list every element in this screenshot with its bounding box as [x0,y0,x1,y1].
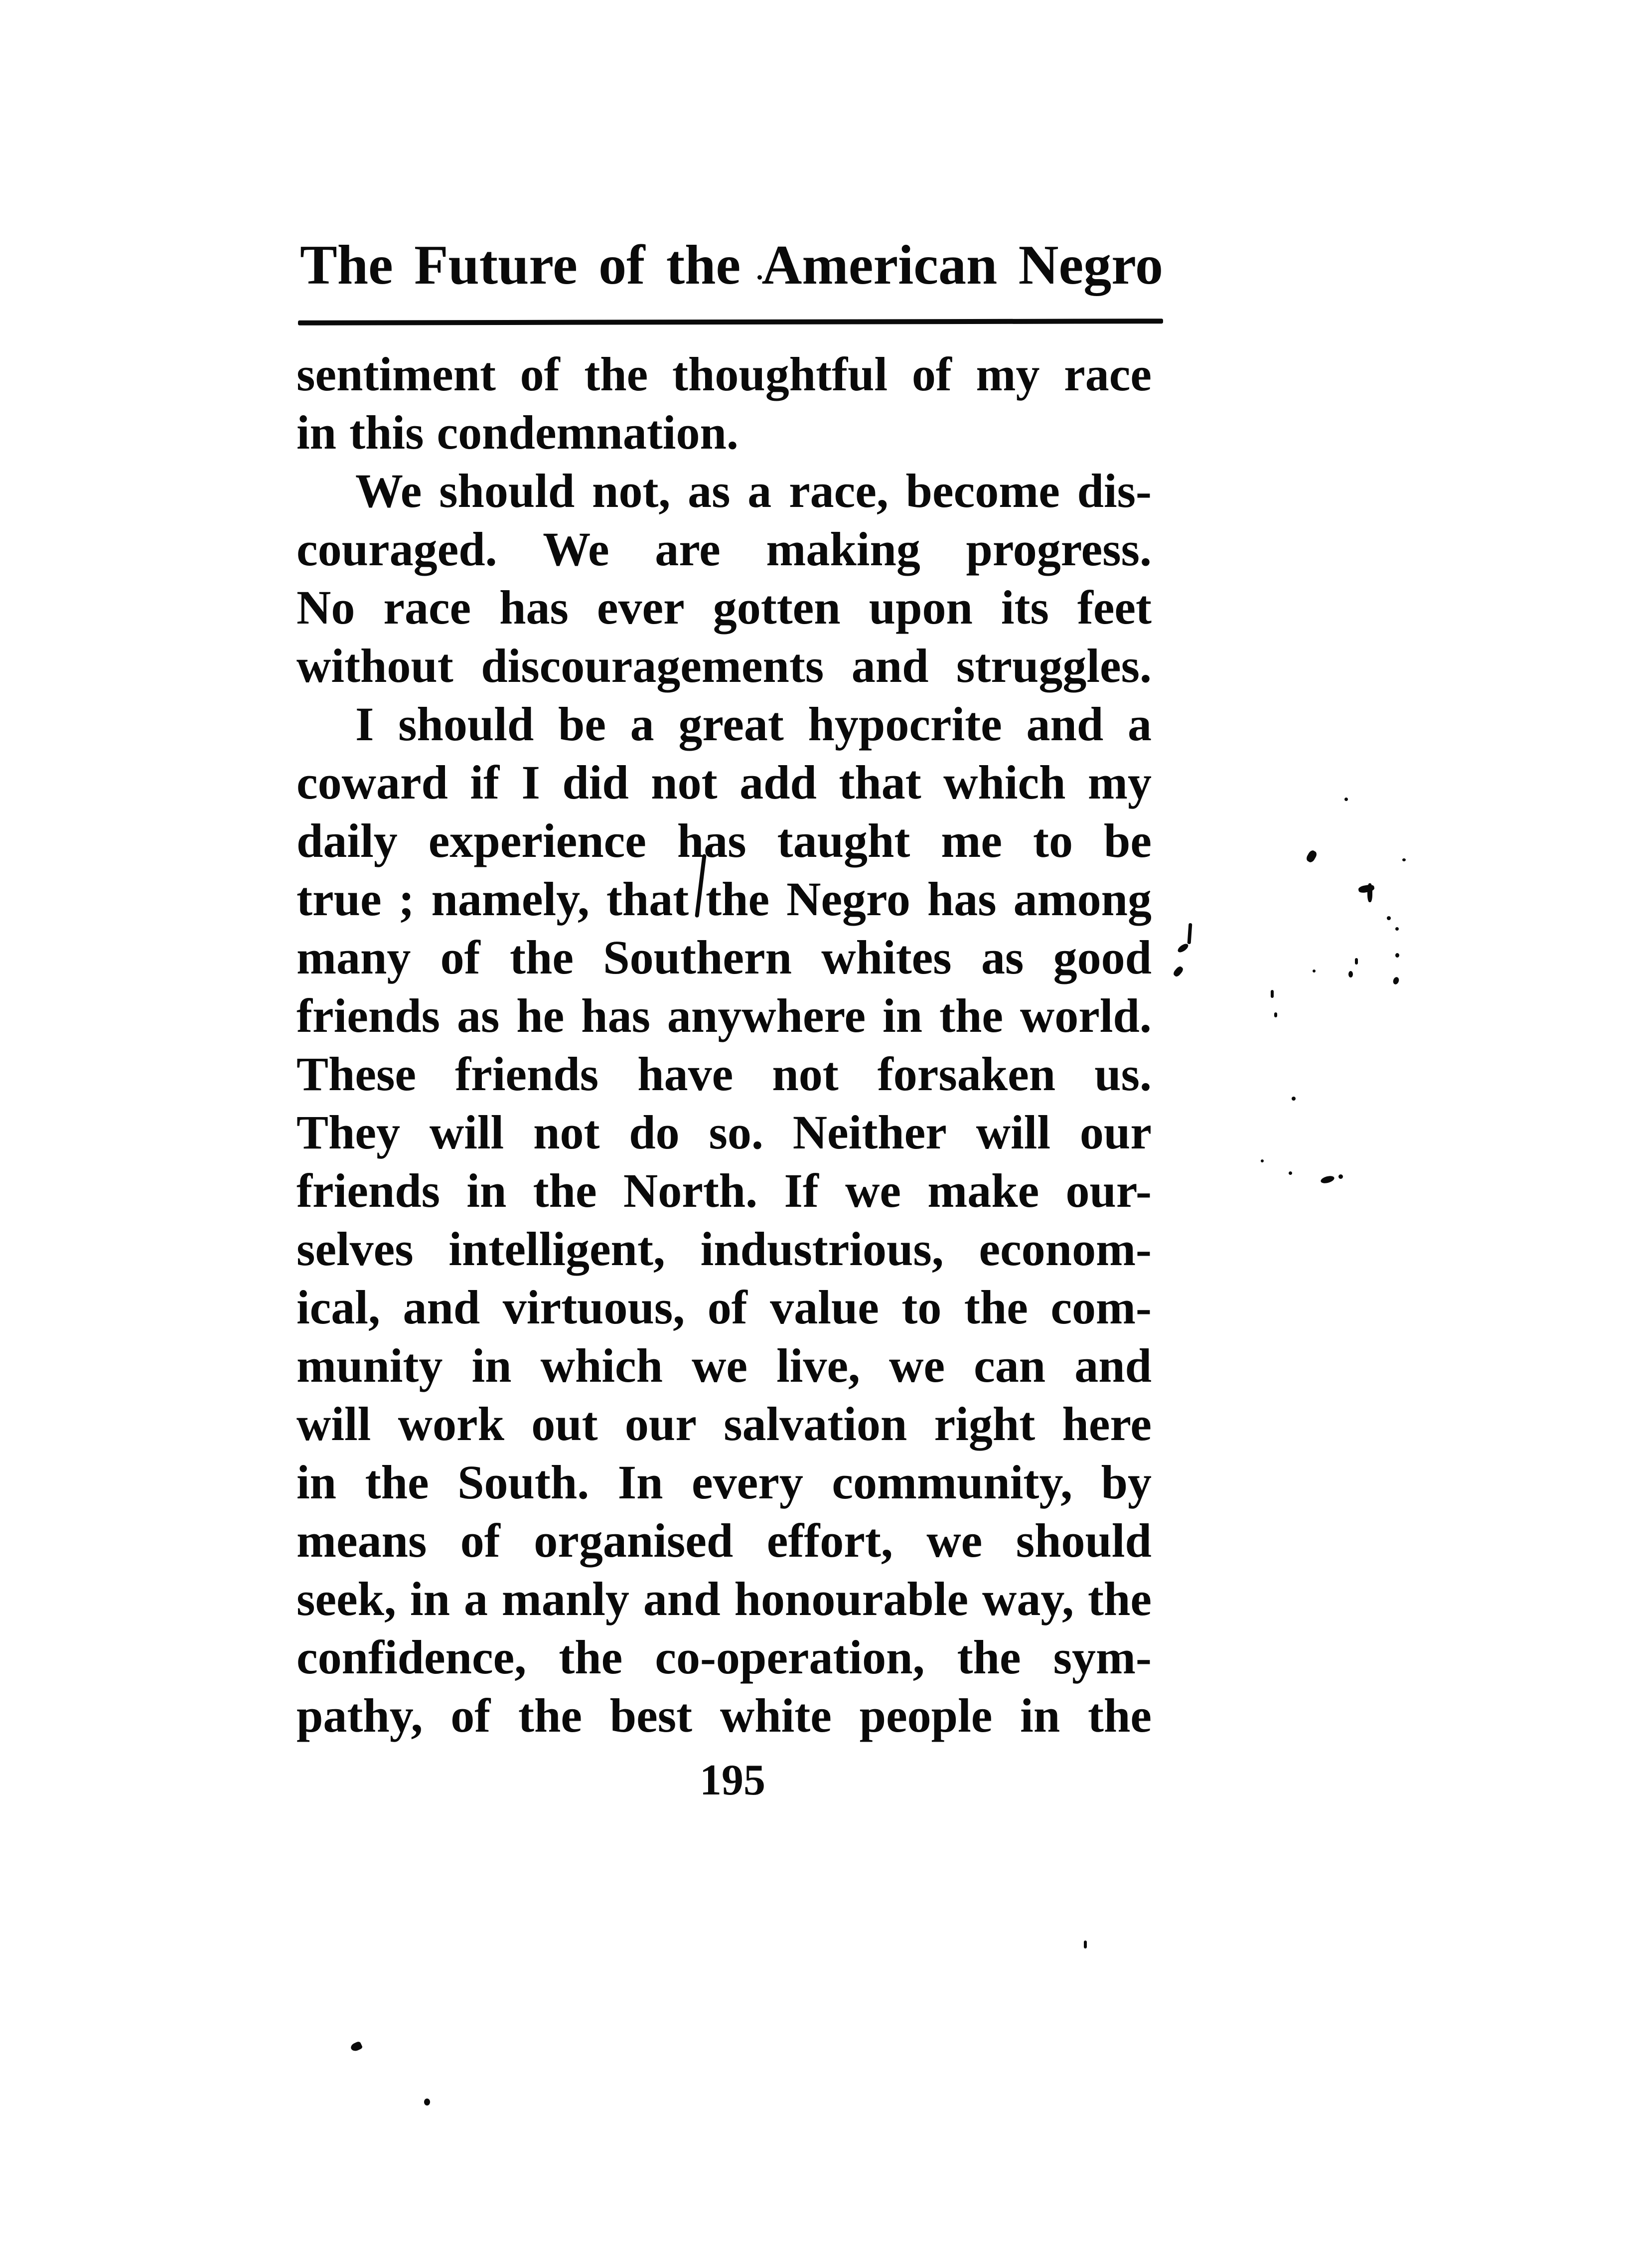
word: best [609,1689,693,1742]
word: will [296,1397,371,1451]
word: coward [296,756,448,809]
word: will [976,1106,1051,1159]
word: South. [457,1456,590,1509]
word: are [655,522,721,576]
ink-speck [1274,1012,1277,1017]
word: should [439,464,575,517]
text-line [296,1453,1152,1511]
word: of [707,1281,747,1334]
word: can [974,1339,1046,1392]
word: the [1088,1689,1152,1742]
word: we [692,1339,748,1392]
ink-speck [1402,858,1406,861]
word: the [706,872,770,926]
word: among [1013,872,1152,926]
ink-speck [1320,1175,1335,1185]
word: white [720,1689,832,1742]
word: did [562,756,629,809]
word: struggles. [956,639,1152,692]
word: taught [777,814,910,867]
word: couraged. [296,522,497,576]
word: making [766,522,920,576]
title-word: The [300,234,393,296]
word: in [883,989,923,1042]
word: the [584,347,648,401]
word: honourable [734,1572,969,1625]
word: true [296,872,382,926]
word: this [349,406,424,459]
word: in [296,406,337,459]
word: They [296,1106,401,1159]
word: confidence, [296,1630,527,1684]
ink-speck [1187,923,1192,944]
word: and [1074,1339,1152,1392]
word: I [355,697,374,751]
word: our [1079,1106,1152,1159]
word: pathy, [296,1689,423,1742]
word: and [851,639,929,692]
word: be [558,697,606,751]
ink-speck [1172,965,1184,977]
text-line [296,637,1152,695]
word: should [398,697,534,751]
text-line [296,1220,1152,1278]
ink-speck [1395,953,1399,958]
word: anywhere [667,989,866,1042]
word: do [629,1106,680,1159]
ink-speck [1387,916,1391,920]
word: as [456,989,500,1042]
word: of [440,931,480,984]
word: organised [534,1514,734,1567]
word: ; [398,872,415,926]
word: the [939,989,1003,1042]
word: ical, [296,1281,380,1334]
word: In [617,1456,663,1509]
word: me [941,814,1002,867]
text-line [296,578,1152,637]
word: right [934,1397,1036,1451]
word: a [630,697,654,751]
title-word: Negro [1018,234,1163,296]
word: We [543,522,609,576]
body-text [296,345,1152,1745]
word: industrious, [700,1222,944,1276]
word: add [740,756,817,809]
word: gotten [713,581,841,634]
word: Neither [792,1106,947,1159]
text-line [296,1161,1152,1220]
word: that [839,756,921,809]
word: in [296,1456,337,1509]
word: the [518,1689,582,1742]
text-line [296,345,1152,403]
word: and [403,1281,480,1334]
word: not, [592,464,671,517]
word: as [981,931,1024,984]
word: discouragements [481,639,824,692]
word: good [1053,931,1152,984]
word: we [926,1514,983,1567]
word: if [470,756,500,809]
text-line [296,462,1152,520]
word: Southern [603,931,792,984]
word: has [927,872,997,926]
word: to [1033,814,1073,867]
title-word: the [666,234,741,296]
text-line [296,1103,1152,1161]
word: every [692,1456,803,1509]
word: become [905,464,1060,517]
word: If [784,1164,819,1217]
word: work [398,1397,504,1451]
word: of [460,1514,500,1567]
word: com- [1050,1281,1152,1334]
word: the [365,1456,429,1509]
text-line [296,928,1152,986]
word: sym- [1053,1630,1152,1684]
ink-speck [1289,1171,1292,1175]
word: means [296,1514,427,1567]
word: will [429,1106,504,1159]
text-line [296,986,1152,1045]
word: forsaken [877,1047,1056,1101]
word: We [355,464,422,517]
word: the [1088,1572,1152,1625]
word: manly [501,1572,629,1625]
word: race [1064,347,1152,401]
word: friends [296,1164,440,1217]
ink-speck [1313,970,1316,972]
word: and [1026,697,1104,751]
word: world. [1020,989,1152,1042]
word: daily [296,814,398,867]
word: ever [596,581,685,634]
word: a [463,1572,488,1625]
ink-speck [1392,976,1400,985]
text-line [296,1395,1152,1453]
word: community, [832,1456,1073,1509]
text-line [296,811,1152,870]
word: thoughtful [672,347,888,401]
word: we [889,1339,945,1392]
word: dis- [1077,464,1152,517]
ink-speck [1348,971,1353,977]
word: These [296,1047,416,1101]
word: its [1001,581,1049,634]
word: out [531,1397,598,1451]
word: whites [821,931,952,984]
word: my [976,347,1040,401]
word: Negro [786,872,910,926]
text-line [296,520,1152,578]
word: live, [776,1339,861,1392]
ink-speck [1292,1097,1296,1101]
word: namely, [431,872,590,926]
ink-speck [1355,958,1358,965]
word: has [677,814,746,867]
word: munity [296,1339,443,1392]
word: effort, [766,1514,893,1567]
word: by [1101,1456,1152,1509]
ink-speck [1344,798,1348,801]
word: not [651,756,718,809]
word: race, [789,464,888,517]
text-line [296,1336,1152,1395]
word: the [957,1630,1021,1684]
word: people [859,1689,993,1742]
text-line [296,1511,1152,1570]
word: many [296,931,411,984]
word: not [533,1106,600,1159]
page-title [300,230,1163,300]
word: hypocrite [808,697,1002,751]
word: as [688,464,731,517]
word: we [845,1164,901,1217]
word: that [606,872,689,926]
word: our [624,1397,697,1451]
page-number: 195 [700,1756,765,1804]
word: the [559,1630,623,1684]
word: feet [1077,581,1152,634]
text-line [296,753,1152,811]
word: experience [428,814,646,867]
word: co-operation, [655,1630,925,1684]
word: econom- [979,1222,1152,1276]
ink-speck [1367,883,1372,902]
ink-speck [424,2099,430,2106]
word: in [410,1572,450,1625]
text-line [296,1570,1152,1628]
ink-speck [1395,927,1399,931]
word: us. [1094,1047,1152,1101]
word: the [964,1281,1028,1334]
ink-speck [1305,849,1318,864]
word: friends [296,989,440,1042]
word: in [471,1339,512,1392]
word: here [1062,1397,1152,1451]
word: No [296,581,355,634]
text-line [296,403,1152,462]
word: intelligent, [448,1222,665,1276]
word: which [540,1339,663,1392]
ink-speck [1084,1941,1087,1948]
word: value [770,1281,879,1334]
word: salvation [724,1397,907,1451]
word: friends [455,1047,599,1101]
word: of [520,347,560,401]
word: North. [623,1164,758,1217]
ink-speck [1177,942,1190,954]
text-line [296,695,1152,753]
word: without [296,639,453,692]
text-line [296,870,1152,928]
word: of [450,1689,491,1742]
word: a [747,464,772,517]
ink-speck [1338,1174,1343,1179]
word: way, [982,1572,1074,1625]
word: in [1020,1689,1060,1742]
ink-speck [1261,1159,1264,1162]
word: selves [296,1222,414,1276]
text-line [296,1045,1152,1103]
header-rule [298,319,1163,325]
word: has [499,581,569,634]
word: my [1088,756,1152,809]
word: make [927,1164,1039,1217]
word: progress. [966,522,1152,576]
text-line [296,1278,1152,1336]
word: the [509,931,574,984]
ink-speck [757,275,762,280]
title-word: Future [414,234,578,296]
word: to [901,1281,942,1334]
word: the [533,1164,597,1217]
title-word: of [598,234,645,296]
word: upon [869,581,973,634]
word: not [772,1047,839,1101]
word: and [643,1572,721,1625]
ink-speck [1271,990,1274,998]
word: so. [709,1106,763,1159]
title-word: American [761,234,998,296]
word: have [637,1047,734,1101]
word: of [911,347,952,401]
word: he [516,989,565,1042]
word: race [383,581,471,634]
word: seek, [296,1572,396,1625]
word: virtuous, [502,1281,685,1334]
word: which [943,756,1066,809]
ink-speck [350,2041,363,2053]
text-line [296,1628,1152,1686]
word: be [1103,814,1152,867]
word: I [521,756,540,809]
word: should [1016,1514,1152,1567]
word: in [466,1164,507,1217]
word: great [678,697,784,751]
text-line [296,1686,1152,1745]
word: has [581,989,650,1042]
word: our- [1065,1164,1152,1217]
word: a [1127,697,1152,751]
word: condemnation. [437,406,739,459]
word: sentiment [296,347,496,401]
